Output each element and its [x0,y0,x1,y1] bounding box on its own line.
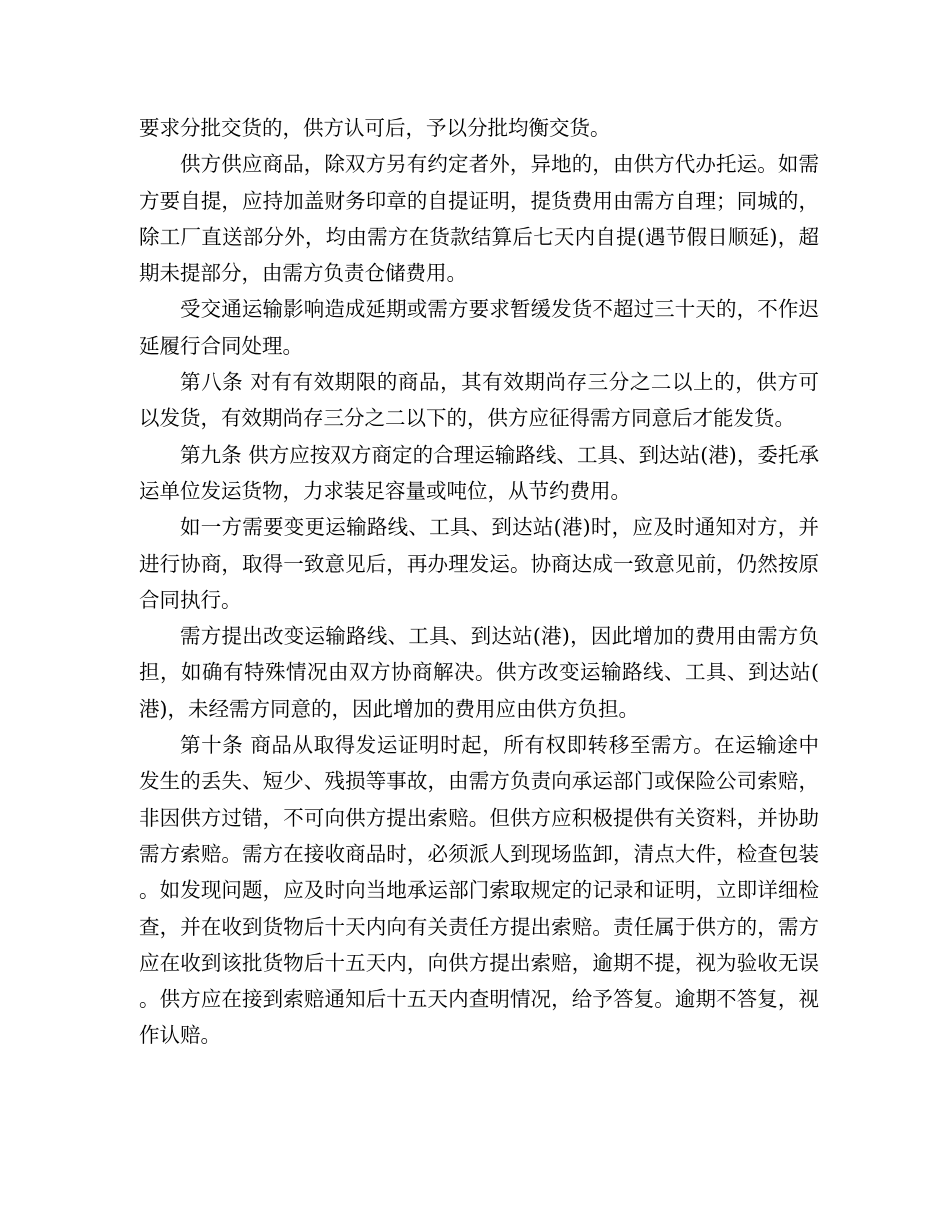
paragraph-article-8: 第八条 对有有效期限的商品，其有效期尚存三分之二以上的，供方可以发货，有效期尚存三分之二以下的，供方应征得需方同意后才能发货。 [139,370,819,431]
paragraph-article-9: 第九条 供方应按双方商定的合理运输路线、工具、到达站(港)，委托承运单位发运货物，力求装足容量或吨位，从节约费用。 [139,442,819,503]
paragraph-route-change: 如一方需要变更运输路线、工具、到达站(港)时，应及时通知对方，并进行协商，取得一致意见后，再办理发运。协商达成一致意见前，仍然按原合同执行。 [139,515,819,612]
paragraph-continuation: 要求分批交货的，供方认可后，予以分批均衡交货。 [139,116,611,140]
paragraph-delivery-shipping: 供方供应商品，除双方另有约定者外，异地的，由供方代办托运。如需方要自提，应持加盖财务印章的自提证明，提货费用由需方自理；同城的，除工厂直送部分外，均由需方在货款结算后七天内自提(遇节假日顺延)，超期未提部分，由需方负责仓储费用。 [139,152,819,286]
document-body [139,110,819,1054]
paragraph-transport-delay: 受交通运输影响造成延期或需方要求暂缓发货不超过三十天的，不作迟延履行合同处理。 [139,297,819,358]
paragraph-route-change-cost: 需方提出改变运输路线、工具、到达站(港)，因此增加的费用由需方负担，如确有特殊情况由双方协商解决。供方改变运输路线、工具、到达站(港)，未经需方同意的，因此增加的费用应由供方负担。 [139,624,819,721]
paragraph-article-10: 第十条 商品从取得发运证明时起，所有权即转移至需方。在运输途中发生的丢失、短少、残损等事故，由需方负责向承运部门或保险公司索赔，非因供方过错，不可向供方提出索赔。但供方应积极提供有关资料，并协助需方索赔。需方在接收商品时，必须派人到现场监卸，清点大件，检查包装。如发现问题，应及时向当地承运部门索取规定的记录和证明，立即详细检查，并在收到货物后十天内向有关责任方提出索赔。责任属于供方的，需方应在收到该批货物后十五天内，向供方提出索赔，逾期不提，视为验收无误。供方应在接到索赔通知后十五天内查明情况，给予答复。逾期不答复，视作认赔。 [139,733,819,1048]
